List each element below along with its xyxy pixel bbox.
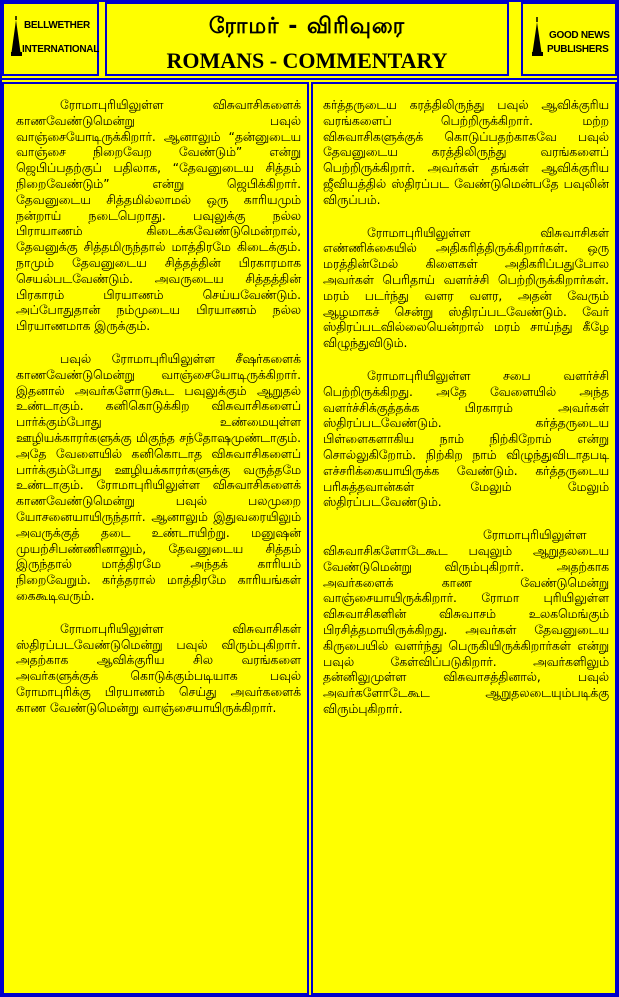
right-column [311, 82, 617, 995]
paragraph: ரோமாபுரியிலுள்ள சபை வளர்ச்சி பெற்றிருக்கிறது. அதே வேளையில் அந்த வளர்ச்சிக்குத்தக்க பிரகாரம் அவர்கள் ஸ்திரப்படவேண்டும். கர்த்தருடைய பிள்ளைகளாகிய நாம் நிற்கிறோம் என்று சொல்லுகிறோம். நிற்கிற நாம் விழுந்துவிடாதபடி எச்சரிக்கையாயிருக்க வேண்டும். கர்த்தருடைய பரிசுத்தவான்கள் மேலும் மேலும் ஸ்திரப்படவேண்டும். [323, 368, 609, 510]
page-header [0, 0, 619, 78]
title-tamil: ரோமர் - விரிவுரை [208, 14, 406, 39]
commentary-body [0, 82, 619, 997]
paragraph: பவுல் ரோமாபுரியிலுள்ள சீஷர்களைக் காணவேண்டுமென்று வாஞ்சையோடிருக்கிறார். இதனால் அவர்களோடுகூட பவுலுக்கும் ஆறுதல் உண்டாகும். கனிகொடுக்கிற விசுவாசிகளைப் பார்க்கும்போது உண்மையுள்ள ஊழியக்காரர்களுக்கு மிகுந்த சந்தோஷமுண்டாகும். அதே வேளையில் கனிகொடாத விசுவாசிகளைப் பார்க்கும்போது ஊழியக்காரர்களுக்கு வருத்தமே உண்டாகும். ரோமாபுரியிலுள்ள விசுவாசிகளைக் காணவேண்டுமென்று பவுல் பலமுறை யோசனையாயிருந்தார். ஆனாலும் இதுவரையிலும் அவருக்குத் தடை உண்டாயிற்று. மனுஷன் முயற்சிபண்ணினாலும், தேவனுடைய சித்தம் இருந்தால் மாத்திரமே அந்தக் காரியம் நிறைவேறும். கர்த்தரால் மாத்திரமே காரியங்கள் கைகூடிவரும். [16, 351, 301, 603]
paragraph: ரோமாபுரியிலுள்ள விசுவாசிகள் எண்ணிக்கையில் அதிகரித்திருக்கிறார்கள். ஒரு மரத்தின்மேல் கிளைகள் அதிகரிப்பதுபோல அவர்கள் பெரிதாய் வளர்ச்சி பெற்றிருக்கிறார்கள். மரம் படர்ந்து வளர வளர, அதன் வேரும் ஆழமாகச் சென்று ஸ்திரப்படவேண்டும். வேர் ஸ்திரப்படவில்லையென்றால் மரம் சாய்ந்து கீழே விழுந்துவிடும். [323, 225, 609, 351]
bellwether-logo [2, 2, 99, 76]
paragraph: ரோமாபுரியிலுள்ள விசுவாசிகளோடேகூட பவுலும் ஆறுதலடைய வேண்டுமென்று விரும்புகிறார். அதற்காக அவர்களைக் காண வேண்டுமென்று வாஞ்சையாயிருக்கிறார். ரோமா புரியிலுள்ள விசுவாசிகளின் விசுவாசம் உலகமெங்கும் பிரசித்தமாயிருக்கிறது. அவர்கள் தேவனுடைய கிருபையில் வளர்ந்து பெருகியிருக்கிறார்கள் என்று பவுல் கேள்விப்படுகிறார். அவர்களிலும் தன்னிலுமுள்ள விசுவாசத்தினால், பவுல் அவர்களோடேகூட ஆறுதலடையும்படிக்கு விரும்புகிறார். [323, 528, 609, 716]
paragraph: கர்த்தருடைய கரத்திலிருந்து பவுல் ஆவிக்குரிய வரங்களைப் பெற்றிருக்கிறார். மற்ற விசுவாசிகளுக்குக் கொடுப்பதற்காகவே பவுல் தேவனுடைய கரத்திலிருந்து வரங்களைப் பெற்றிருக்கிறார். அவர்கள் தங்கள் ஆவிக்குரிய ஜீவியத்தில் ஸ்திரப்பட வேண்டுமென்பதே பவுலின் விருப்பம். [323, 98, 609, 207]
paragraph: ரோமாபுரியிலுள்ள விசுவாசிகள் ஸ்திரப்படவேண்டுமென்று பவுல் விரும்புகிறார். அதற்காக ஆவிக்குரிய சில வரங்களை அவர்களுக்குக் கொடுக்கும்படியாக பவுல் ரோமாபுரிக்கு பிரயாணம் செய்து அவர்களைக் காண வேண்டுமென்று வாஞ்சையாயிருக்கிறார். [16, 621, 301, 715]
bellwether-line2: INTERNATIONAL [22, 44, 100, 55]
header-divider [0, 78, 619, 80]
paragraph: ரோமாபுரியிலுள்ள விசுவாசிகளைக் காணவேண்டுமென்று பவுல் வாஞ்சையோடிருக்கிறார். ஆனாலும் “தன்னுடைய வாஞ்சை நிறைவேற வேண்டும்” என்று ஜெபிப்பதற்குப் பதிலாக, “தேவனுடைய சித்தம் நிறைவேண்டும்” என்று ஜெபிக்கிறார். தேவனுடைய சித்தமில்லாமல் ஒரு காரியமும் நன்றாய் நடைபெறாது. பவுலுக்கு நல்ல பிராயாணம் கிடைக்கவேண்டுமென்றால், தேவனுக்கு சித்தமிருந்தால் மாத்திரமே கிடைக்கும். நாமும் தேவனுடைய சித்தத்தின் பிரகாரமாக செயல்படவேண்டும். அவருடைய சித்தத்தின் பிரகாரம் பிரயாணம் செய்யவேண்டும். அப்போதுதான் நம்முடைய பிரயாணம் நல்ல பிரயாணமாக இருக்கும். [16, 98, 301, 334]
title-box [105, 2, 509, 76]
good-news-line1: GOOD NEWS [549, 30, 610, 41]
title-english: ROMANS - COMMENTARY [166, 48, 448, 73]
left-column [2, 82, 309, 995]
good-news-logo [521, 2, 617, 76]
good-news-line2: PUBLISHERS [547, 44, 609, 55]
bellwether-line1: BELLWETHER [24, 20, 90, 31]
